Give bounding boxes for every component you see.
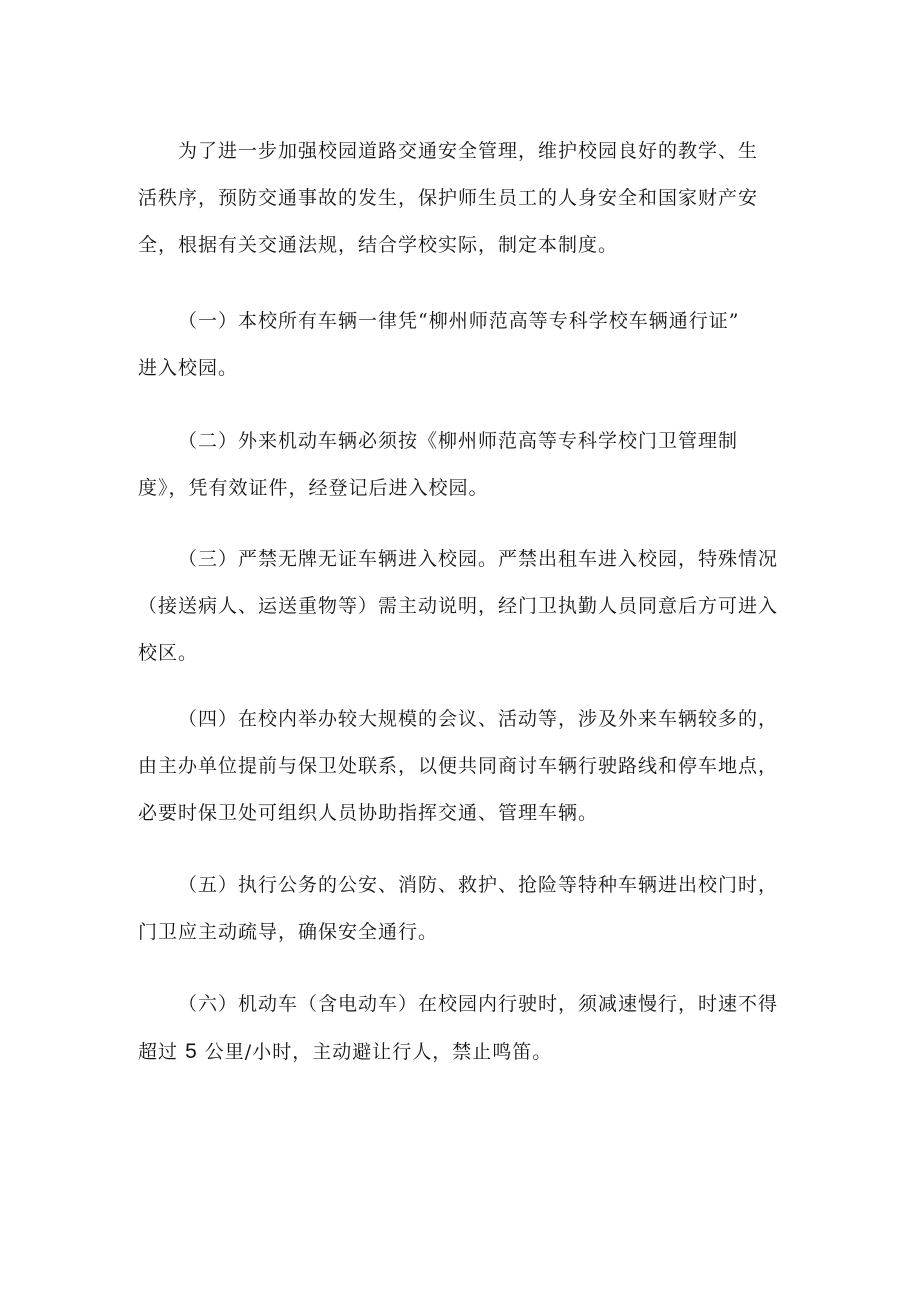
text-line: （四）在校内举办较大规模的会议、活动等，涉及外来车辆较多的， [178, 708, 779, 730]
rule-item-4 [138, 696, 784, 837]
text-line: 门卫应主动疏导，确保安全通行。 [138, 921, 439, 943]
rule-item-3 [138, 536, 784, 677]
text-fragment: 超过 [138, 1041, 179, 1063]
text-line-with-number [138, 1028, 784, 1076]
text-line: 校区。 [138, 642, 199, 664]
text-line: （六）机动车（含电动车）在校园内行驶时，须减速慢行，时速不得 [178, 993, 779, 1015]
speed-limit-number: 5 [185, 1040, 198, 1063]
text-line: 度》，凭有效证件，经登记后进入校园。 [138, 477, 489, 499]
text-line: 活秩序，预防交通事故的发生，保护师生员工的人身安全和国家财产安 [138, 187, 759, 209]
text-line: 为了进一步加强校园道路交通安全管理，维护校园良好的教学、生 [178, 140, 759, 162]
text-line: （二）外来机动车辆必须按《柳州师范高等专科学校门卫管理制 [178, 430, 739, 452]
rule-item-5 [138, 862, 784, 956]
text-line: 必要时保卫处可组织人员协助指挥交通、管理车辆。 [138, 802, 599, 824]
text-line: （三）严禁无牌无证车辆进入校园。严禁出租车进入校园，特殊情况 [178, 548, 779, 570]
text-line: （一）本校所有车辆一律凭“柳州师范高等专科学校车辆通行证” [178, 310, 740, 332]
intro-paragraph [138, 128, 784, 269]
text-line: （接送病人、运送重物等）需主动说明，经门卫执勤人员同意后方可进入 [138, 595, 779, 617]
rule-item-1 [138, 298, 784, 392]
text-line: （五）执行公务的公安、消防、救护、抢险等特种车辆进出校门时， [178, 874, 779, 896]
rule-item-6 [138, 981, 784, 1076]
text-fragment: 公里/小时，主动避让行人，禁止鸣笛。 [204, 1041, 553, 1063]
text-line: 进入校园。 [138, 357, 239, 379]
rule-item-2 [138, 418, 784, 512]
text-line: 由主办单位提前与保卫处联系，以便共同商讨车辆行驶路线和停车地点， [138, 755, 779, 777]
text-line: 全，根据有关交通法规，结合学校实际，制定本制度。 [138, 234, 619, 256]
